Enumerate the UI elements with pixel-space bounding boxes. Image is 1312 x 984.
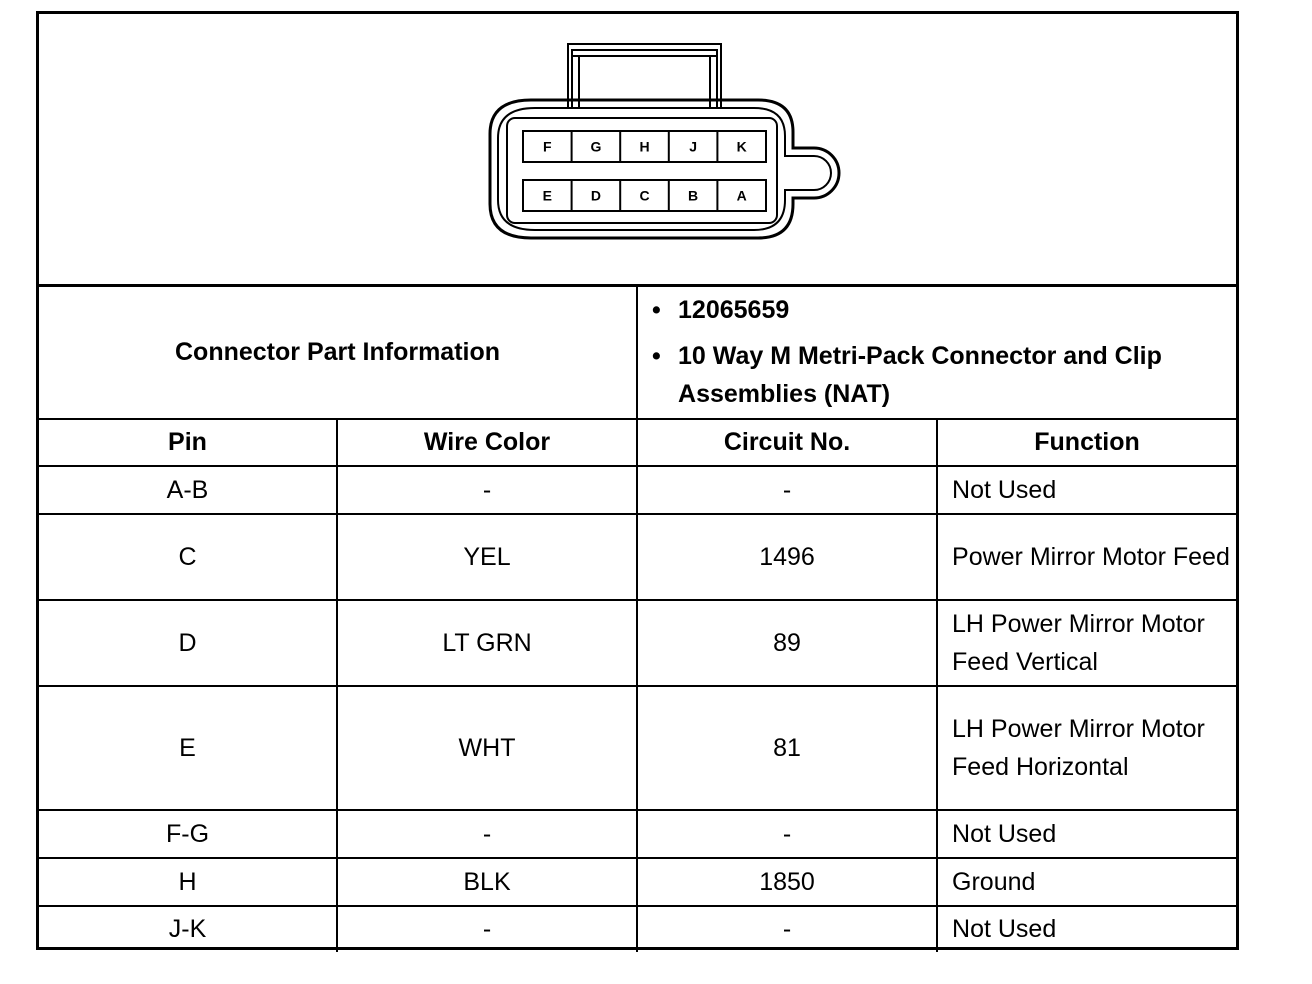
table-row: [39, 858, 1236, 906]
table-row: [39, 514, 1236, 600]
circuit-cell: 81: [637, 686, 937, 810]
connector-housing: [490, 100, 839, 238]
table-row: [39, 810, 1236, 858]
circuit-cell: -: [637, 906, 937, 952]
function-cell: LH Power Mirror Motor Feed Horizontal: [937, 686, 1236, 810]
connector-lock-tab: [568, 44, 721, 108]
pin-label-a: A: [736, 187, 747, 204]
pin-label-e: E: [542, 187, 552, 204]
pin-label-b: B: [688, 187, 699, 204]
table-row: [39, 466, 1236, 514]
part-number: 12065659: [678, 296, 790, 325]
wire-color-cell: BLK: [337, 858, 637, 906]
wire-color-cell: LT GRN: [337, 600, 637, 686]
connector-pinout-table: [39, 284, 1236, 952]
wire-color-cell: -: [337, 810, 637, 858]
wire-color-cell: -: [337, 466, 637, 514]
function-cell: Not Used: [937, 466, 1236, 514]
bullet-icon: •: [652, 342, 661, 371]
pin-label-g: G: [590, 138, 602, 155]
connector-diagram-panel: [39, 14, 1236, 284]
function-cell: Power Mirror Motor Feed: [937, 514, 1236, 600]
pin-cell: J-K: [39, 906, 337, 952]
header-function: Function: [937, 419, 1236, 466]
part-info-list: [652, 291, 1226, 413]
circuit-cell: -: [637, 810, 937, 858]
pin-cell: F-G: [39, 810, 337, 858]
pin-cell: C: [39, 514, 337, 600]
header-wire-color: Wire Color: [337, 419, 637, 466]
circuit-cell: 1850: [637, 858, 937, 906]
function-cell: Not Used: [937, 810, 1236, 858]
table-header-row: [39, 419, 1236, 466]
connector-document: [36, 11, 1239, 950]
table-row: [39, 600, 1236, 686]
part-info-item: [652, 337, 1226, 413]
header-pin: Pin: [39, 419, 337, 466]
part-info-item: [652, 291, 1226, 329]
pin-label-h: H: [639, 138, 650, 155]
pin-label-d: D: [590, 187, 601, 204]
part-info-details: [637, 286, 1236, 419]
bullet-icon: •: [652, 296, 661, 325]
table-row: [39, 686, 1236, 810]
circuit-cell: 1496: [637, 514, 937, 600]
wire-color-cell: YEL: [337, 514, 637, 600]
connector-cavities: [523, 131, 766, 211]
wire-color-cell: WHT: [337, 686, 637, 810]
connector-description: 10 Way M Metri-Pack Connector and Clip Assemblies (NAT): [678, 342, 1162, 409]
pin-cell: D: [39, 600, 337, 686]
function-cell: Not Used: [937, 906, 1236, 952]
pin-label-j: J: [689, 138, 697, 155]
table-row: [39, 906, 1236, 952]
pin-cell: H: [39, 858, 337, 906]
circuit-cell: -: [637, 466, 937, 514]
pin-label-k: K: [736, 138, 747, 155]
pin-cell: A-B: [39, 466, 337, 514]
part-info-row: [39, 286, 1236, 419]
pin-cell: E: [39, 686, 337, 810]
wire-color-cell: -: [337, 906, 637, 952]
header-circuit-no: Circuit No.: [637, 419, 937, 466]
function-cell: LH Power Mirror Motor Feed Vertical: [937, 600, 1236, 686]
part-info-label: Connector Part Information: [39, 286, 637, 419]
function-cell: Ground: [937, 858, 1236, 906]
connector-face-drawing: [39, 14, 1236, 284]
pin-label-c: C: [639, 187, 650, 204]
pin-label-f: F: [543, 138, 552, 155]
circuit-cell: 89: [637, 600, 937, 686]
